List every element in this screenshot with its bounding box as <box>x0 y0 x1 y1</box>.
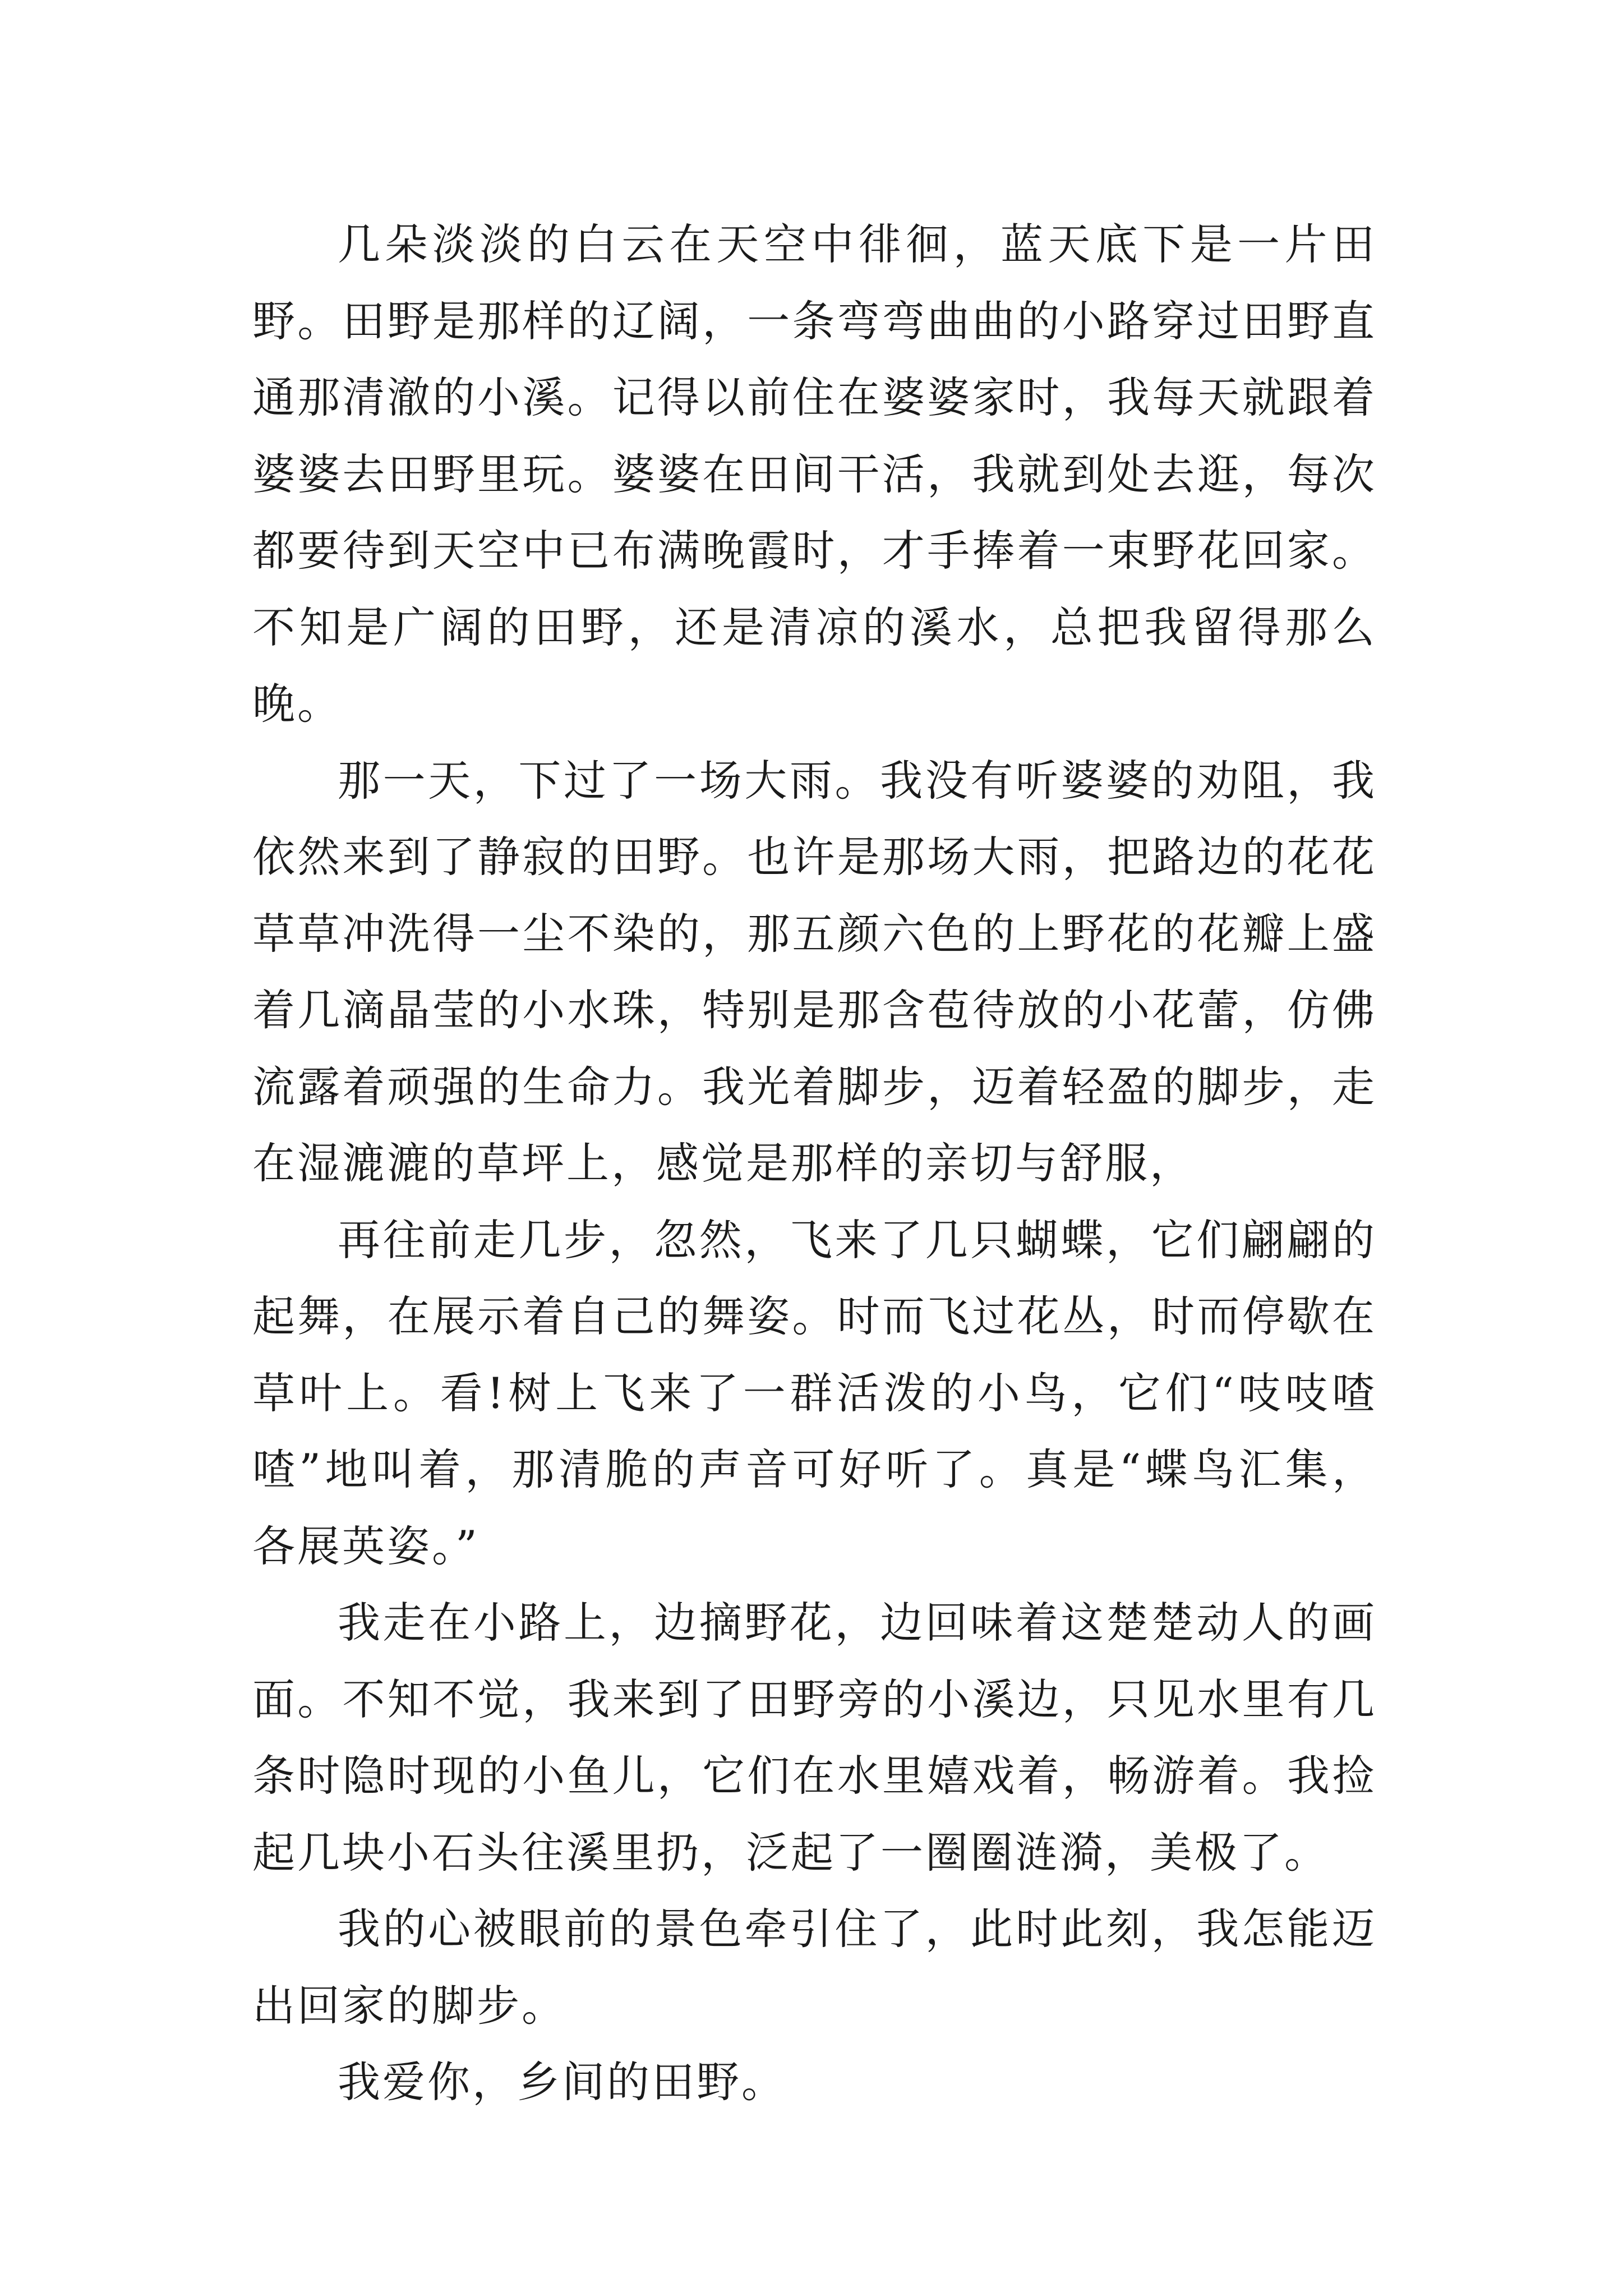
paragraph: 我爱你，乡间的田野。 <box>338 2057 786 2107</box>
article-body <box>252 206 1377 2121</box>
paragraph: 几朵淡淡的白云在天空中徘徊，蓝天底下是一片田野。田野是那样的辽阔，一条弯弯曲曲的小路穿过田野直通那清澈的小溪。记得以前住在婆婆家时，我每天就跟着婆婆去田野里玩。婆婆在田间干活，我就到处去逛，每次都要待到天空中已布满晚霞时，才手捧着一束野花回家。不知是广阔的田野，还是清凉的溪水，总把我留得那么晚。 <box>252 219 1377 729</box>
paragraph: 我走在小路上，边摘野花，边回味着这楚楚动人的画面。不知不觉，我来到了田野旁的小溪边，只见水里有几条时隐时现的小鱼儿，它们在水里嬉戏着，畅游着。我捡起几块小石头往溪里扔，泛起了一圈圈涟漪，美极了。 <box>252 1598 1377 1878</box>
paragraph: 那一天，下过了一场大雨。我没有听婆婆的劝阻，我依然来到了静寂的田野。也许是那场大雨，把路边的花花草草冲洗得一尘不染的，那五颜六色的上野花的花瓣上盛着几滴晶莹的小水珠，特别是那含苞待放的小花蕾，仿佛流露着顽强的生命力。我光着脚步，迈着轻盈的脚步，走在湿漉漉的草坪上，感觉是那样的亲切与舒服， <box>252 755 1377 1188</box>
paragraph: 再往前走几步，忽然，飞来了几只蝴蝶，它们翩翩的起舞，在展示着自己的舞姿。时而飞过花丛，时而停歇在草叶上。看!树上飞来了一群活泼的小鸟，它们“吱吱喳喳”地叫着，那清脆的声音可好听了。真是“蝶鸟汇集，各展英姿。” <box>252 1214 1377 1571</box>
paragraph: 我的心被眼前的景色牵引住了，此时此刻，我怎能迈出回家的脚步。 <box>252 1904 1377 2031</box>
